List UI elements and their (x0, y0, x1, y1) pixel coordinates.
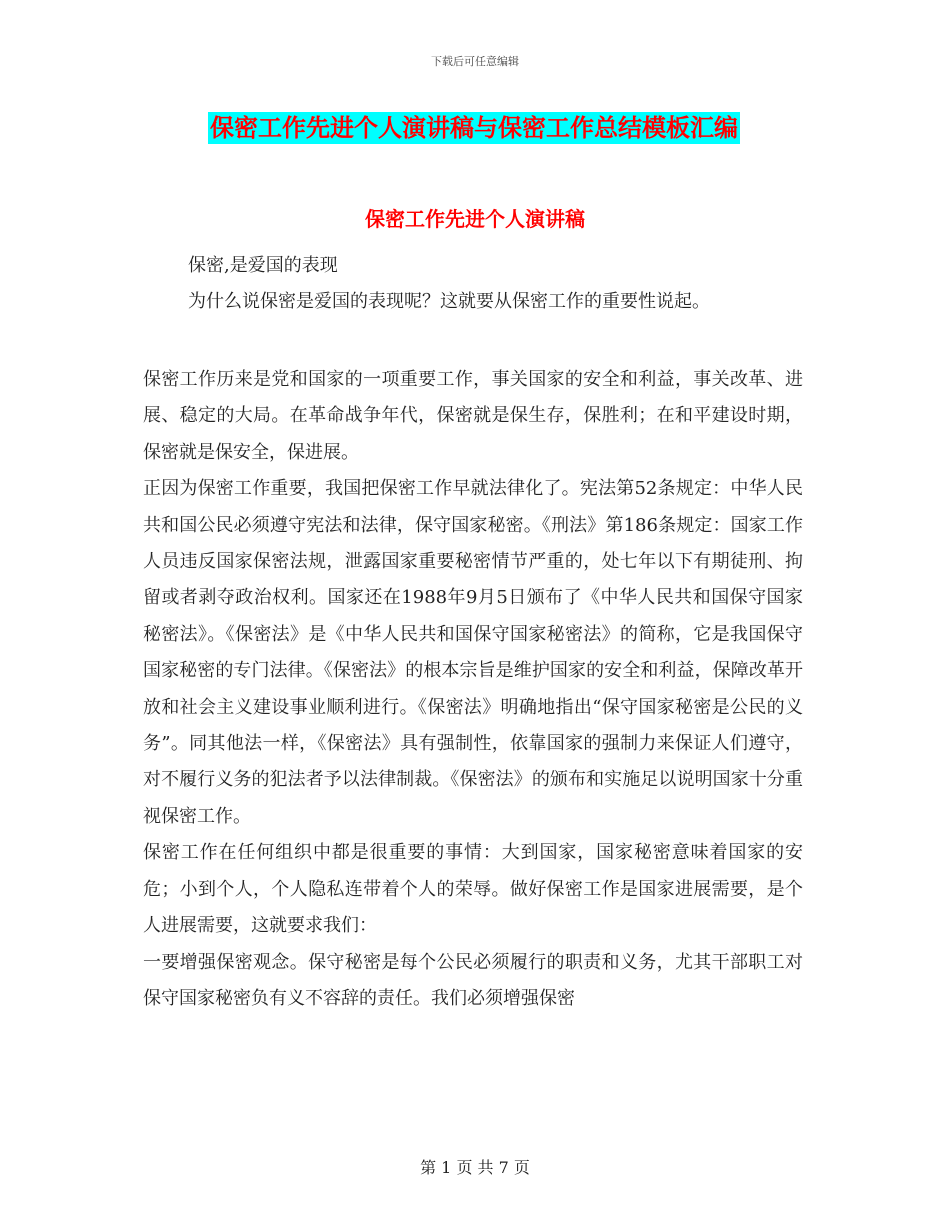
paragraph-3: 保密工作在任何组织中都是很重要的事情：大到国家，国家秘密意味着国家的安危；小到个人，个人隐私连带着个人的荣辱。做好保密工作是国家进展需要，是个人进展需要，这就要求我们： (143, 842, 803, 937)
page-footer: 第 1 页 共 7 页 (420, 1158, 530, 1177)
paragraph-4: 一要增强保密观念。保守秘密是每个公民必须履行的职责和义务，尤其干部职工对保守国家秘密负有义不容辞的责任。我们必须增强保密 (143, 951, 803, 1009)
intro-line-1: 保密,是爱国的表现 (188, 255, 338, 276)
section-title: 保密工作先进个人演讲稿 (365, 207, 585, 231)
paragraph-2: 正因为保密工作重要，我国把保密工作早就法律化了。宪法第52条规定：中华人民共和国公民必须遵守宪法和法律，保守国家秘密。《刑法》第186条规定：国家工作人员违反国家保密法规，泄露国家重要秘密情节严重的，处七年以下有期徒刑、拘留或者剥夺政治权利。国家还在1988年9月5日颁布了《中华人民共和国保守国家秘密法》。《保密法》是《中华人民共和国保守国家秘密法》的简称，它是我国保守国家秘密的专门法律。《保密法》的根本宗旨是维护国家的安全和利益，保障改革开放和社会主义建设事业顺利进行。《保密法》明确地指出“保守国家秘密是公民的义务”。同其他法一样，《保密法》具有强制性，依靠国家的强制力来保证人们遵守，对不履行义务的犯法者予以法律制裁。《保密法》的颁布和实施足以说明国家十分重视保密工作。 (143, 478, 803, 827)
intro-line-2: 为什么说保密是爱国的表现呢？这就要从保密工作的重要性说起。 (188, 291, 710, 312)
header-note: 下载后可任意编辑 (431, 55, 519, 68)
body-text (143, 362, 803, 1017)
paragraph-1: 保密工作历来是党和国家的一项重要工作，事关国家的安全和利益，事关改革、进展、稳定的大局。在革命战争年代，保密就是保生存，保胜利；在和平建设时期，保密就是保安全，保进展。 (143, 369, 803, 463)
document-main-title: 保密工作先进个人演讲稿与保密工作总结模板汇编 (210, 114, 738, 142)
